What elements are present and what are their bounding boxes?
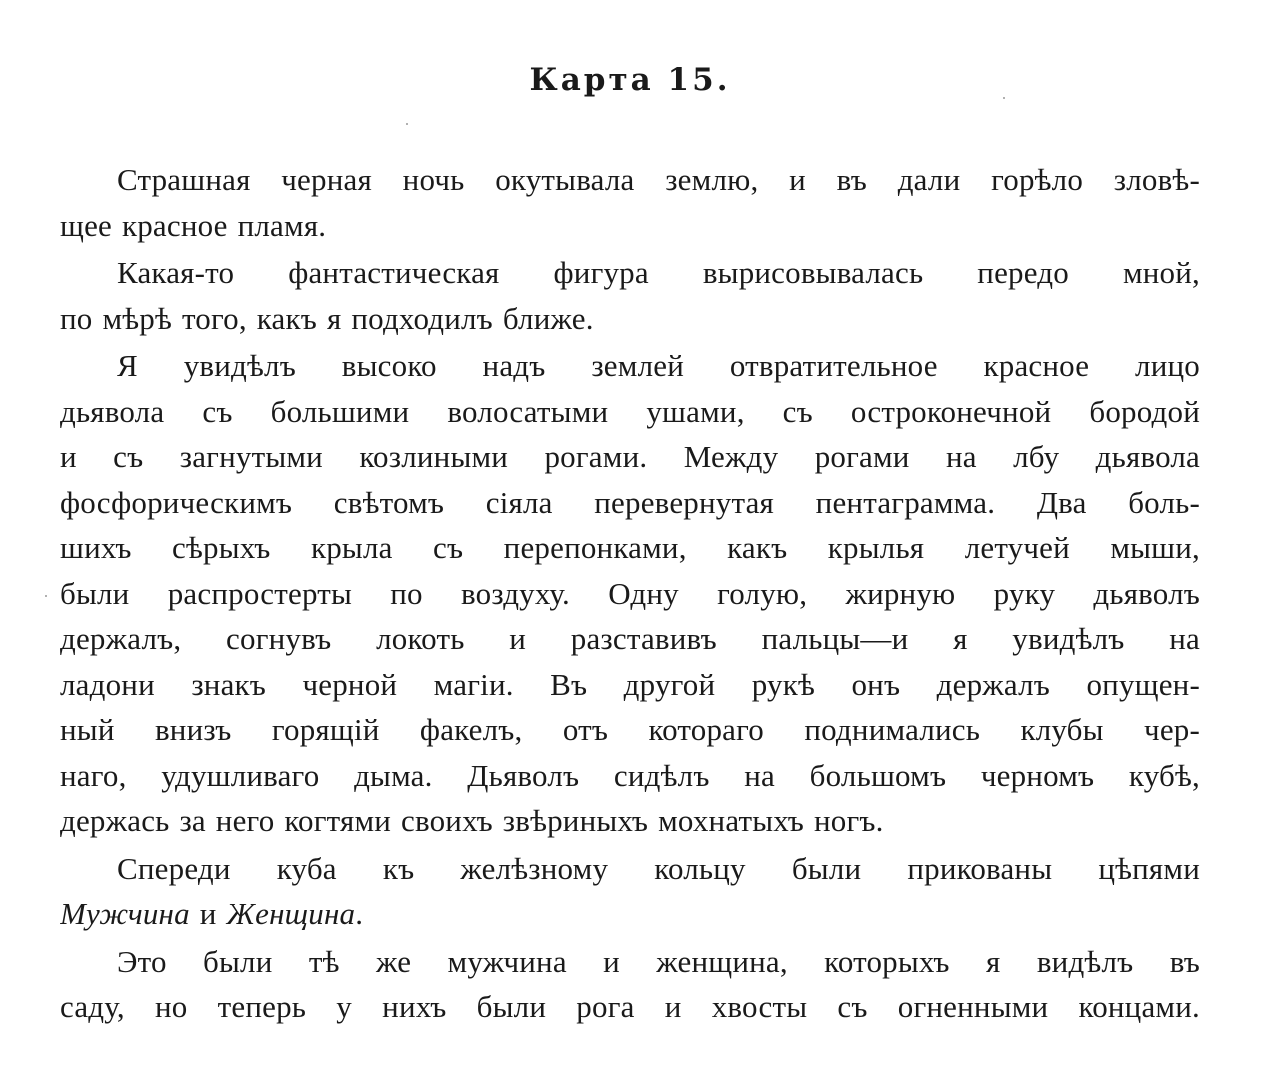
paragraph-4 bbox=[60, 846, 1200, 937]
print-speck bbox=[1003, 97, 1005, 99]
text-line: и съ загнутыми козлиными рогами. Между рогами на лбу дьявола bbox=[60, 439, 1200, 474]
text-line: ный внизъ горящій факелъ, отъ котораго поднимались клубы чер- bbox=[60, 712, 1200, 747]
book-page bbox=[60, 0, 1200, 1070]
text-line: Я увидѣлъ высоко надъ землей отвратительное красное лицо bbox=[117, 348, 1200, 383]
text-line: наго, удушливаго дыма. Дьяволъ сидѣлъ на большомъ черномъ кубѣ, bbox=[60, 757, 1200, 793]
paragraph-1 bbox=[60, 157, 1200, 248]
text-line: держась за него когтями своихъ звѣриныхъ мохнатыхъ ногъ. bbox=[60, 803, 884, 838]
italic-word-woman: Женщина bbox=[226, 896, 356, 931]
print-speck bbox=[45, 595, 47, 597]
conjunction: и bbox=[189, 896, 227, 931]
print-speck bbox=[406, 123, 408, 125]
text-line: Какая-то фантастическая фигура вырисовывалась передо мной, bbox=[117, 255, 1200, 290]
text-line: саду, но теперь у нихъ были рога и хвосты съ огненными концами. bbox=[60, 989, 1200, 1024]
text-line: по мѣрѣ того, какъ я подходилъ ближе. bbox=[60, 300, 594, 336]
paragraph-3 bbox=[60, 343, 1200, 844]
text-line: шихъ сѣрыхъ крыла съ перепонками, какъ крылья летучей мыши, bbox=[60, 530, 1200, 565]
text-line: дьявола съ большими волосатыми ушами, съ остроконечной бородой bbox=[60, 393, 1200, 429]
text-line: Спереди куба къ желѣзному кольцу были прикованы цѣпями bbox=[117, 850, 1200, 886]
text-line: держалъ, согнувъ локоть и разставивъ пальцы—и я увидѣлъ на bbox=[60, 621, 1200, 656]
period: . bbox=[355, 896, 364, 931]
paragraph-5 bbox=[60, 939, 1200, 1030]
text-line: Это были тѣ же мужчина и женщина, которыхъ я видѣлъ въ bbox=[117, 943, 1200, 979]
page-title: Карта 15. bbox=[529, 62, 731, 98]
page-body bbox=[60, 157, 1200, 1030]
text-line: Страшная черная ночь окутывала землю, и въ дали горѣло зловѣ- bbox=[117, 162, 1200, 197]
text-line: щее красное пламя. bbox=[60, 207, 327, 243]
paragraph-2 bbox=[60, 250, 1200, 341]
text-line-italic bbox=[60, 891, 1200, 937]
italic-word-man: Мужчина bbox=[60, 896, 190, 931]
text-line: были распростерты по воздуху. Одну голую, жирную руку дьяволъ bbox=[60, 575, 1200, 611]
text-line: ладони знакъ черной магіи. Въ другой рукѣ онъ держалъ опущен- bbox=[60, 666, 1200, 702]
text-line: фосфорическимъ свѣтомъ сіяла перевернутая пентаграмма. Два боль- bbox=[60, 484, 1200, 520]
